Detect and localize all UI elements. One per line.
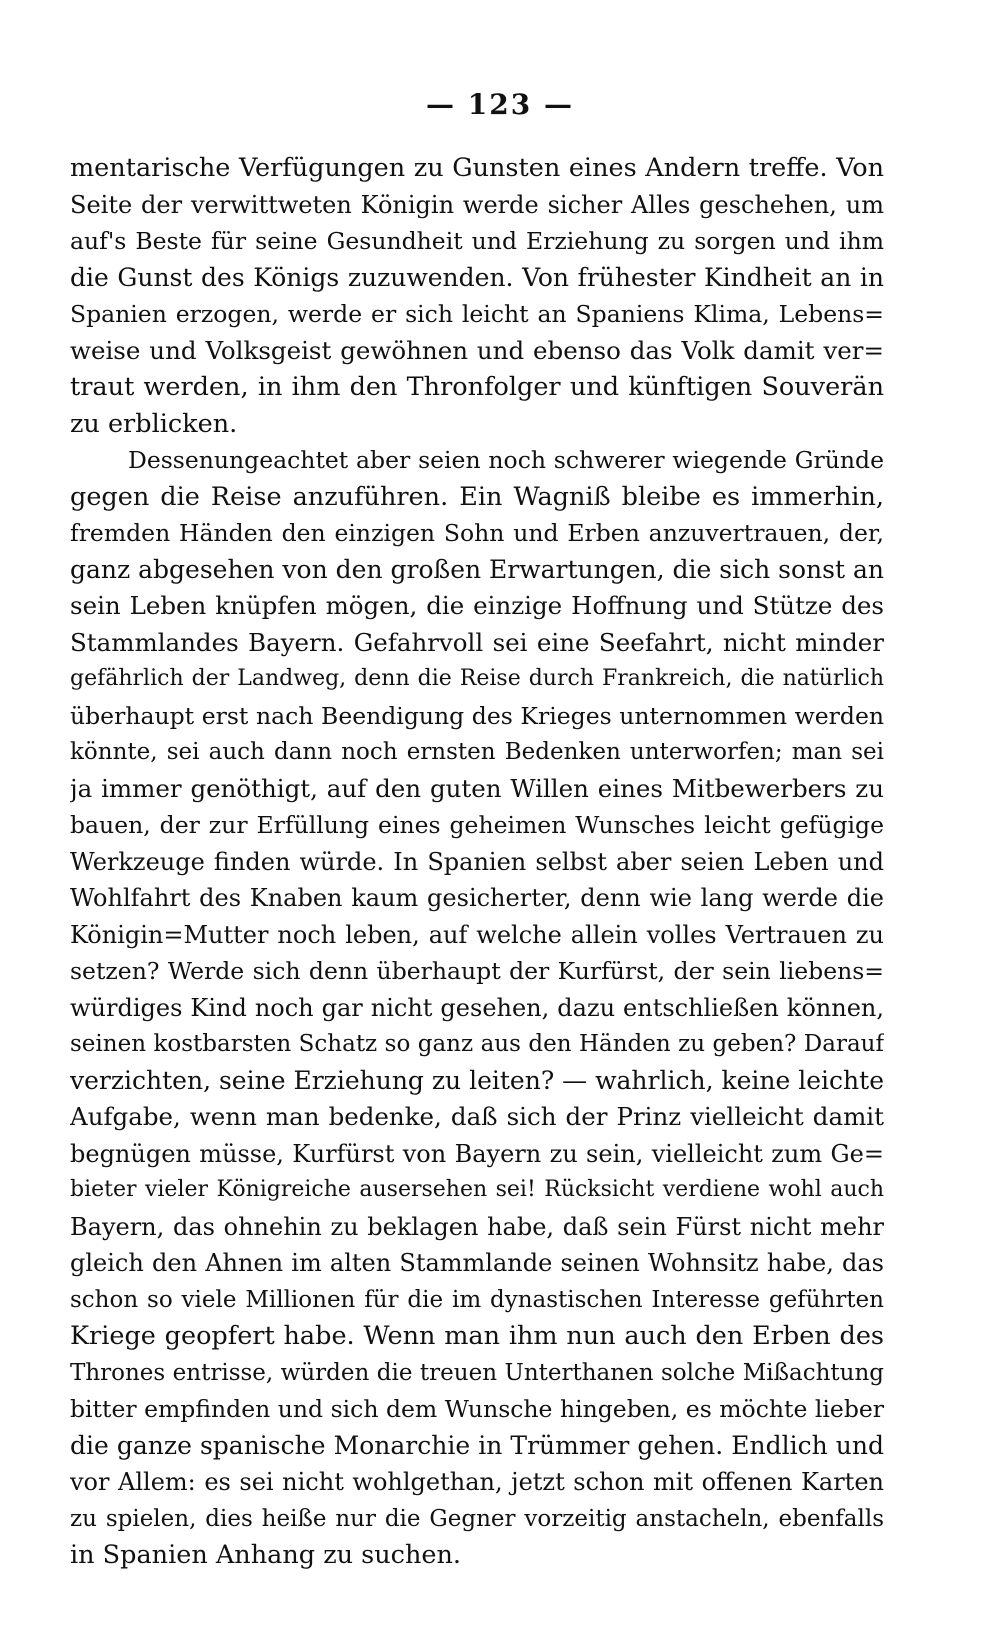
text-line: überhaupt erst nach Beendigung des Krieges unternommen werden (70, 701, 884, 730)
text-line: verzichten, seine Erziehung zu leiten? — wahrlich, keine leichte (70, 1065, 884, 1095)
text-line: Aufgabe, wenn man bedenke, daß sich der Prinz vielleicht damit (70, 1102, 884, 1131)
text-line: Bayern, das ohnehin zu beklagen habe, daß sein Fürst nicht mehr (70, 1212, 884, 1241)
text-line: sein Leben knüpfen mögen, die einzige Hoffnung und Stütze des (70, 591, 884, 620)
text-line: bitter empfinden und sich dem Wunsche hingeben, es möchte lieber (70, 1395, 884, 1423)
text-line: Thrones entrisse, würden die treuen Unterthanen solche Mißachtung (70, 1359, 884, 1386)
text-line: traut werden, in ihm den Thronfolger und künftigen Souverän (70, 372, 884, 402)
text-line: vor Allem: es sei nicht wohlgethan, jetzt schon mit offenen Karten (70, 1468, 884, 1496)
text-line: zu erblicken. (70, 408, 238, 439)
text-line: seinen kostbarsten Schatz so ganz aus den Händen zu geben? Darauf (70, 1031, 884, 1057)
text-line: ganz abgesehen von den großen Erwartungen, die sich sonst an (70, 554, 884, 584)
page-number: — 123 — (426, 88, 574, 121)
text-line: auf's Beste für seine Gesundheit und Erziehung zu sorgen und ihm (70, 227, 884, 255)
text-line: Wohlfahrt des Knaben kaum gesicherter, denn wie lang werde die (70, 884, 884, 912)
text-line: mentarische Verfügungen zu Gunsten eines Andern treffe. Von (70, 153, 884, 183)
text-line: zu spielen, dies heiße nur die Gegner vorzeitig anstacheln, ebenfalls (70, 1505, 884, 1532)
text-line: bauen, der zur Erfüllung eines geheimen Wunsches leicht gefügige (70, 811, 884, 839)
text-line: weise und Volksgeist gewöhnen und ebenso das Volk damit ver= (70, 335, 884, 365)
text-line: gegen die Reise anzuführen. Ein Wagniß bleibe es immerhin, (70, 481, 884, 512)
text-line: fremden Händen den einzigen Sohn und Erben anzuvertrauen, der, (70, 519, 884, 547)
text-line: Spanien erzogen, werde er sich leicht an Spaniens Klima, Lebens= (70, 300, 884, 328)
text-line: Königin=Mutter noch leben, auf welche allein volles Vertrauen zu (70, 920, 884, 949)
text-line: die Gunst des Königs zuzuwenden. Von frühester Kindheit an in (70, 262, 884, 292)
body-text (70, 150, 884, 1574)
text-line: in Spanien Anhang zu suchen. (70, 1540, 461, 1570)
text-line: gefährlich der Landweg, denn die Reise durch Frankreich, die natürlich (70, 666, 884, 691)
text-line: Seite der verwittweten Königin werde sicher Alles geschehen, um (70, 190, 884, 219)
text-line: Stammlandes Bayern. Gefahrvoll sei eine Seefahrt, nicht minder (70, 627, 884, 657)
text-line: könnte, sei auch dann noch ernsten Bedenken unterworfen; man sei (70, 739, 884, 765)
text-line: ja immer genöthigt, auf den guten Willen eines Mitbewerbers zu (70, 773, 884, 803)
text-line: schon so viele Millionen für die im dynastischen Interesse geführten (70, 1286, 884, 1313)
text-line: die ganze spanische Monarchie in Trümmer gehen. Endlich und (70, 1430, 884, 1460)
text-line: Werkzeuge finden würde. In Spanien selbst aber seien Leben und (70, 847, 884, 876)
text-line: gleich den Ahnen im alten Stammlande seinen Wohnsitz habe, das (70, 1249, 884, 1277)
text-line: Kriege geopfert habe. Wenn man ihm nun auch den Erben des (70, 1321, 884, 1351)
text-line: begnügen müsse, Kurfürst von Bayern zu sein, vielleicht zum Ge= (70, 1139, 884, 1168)
text-line: Dessenungeachtet aber seien noch schwerer wiegende Gründe (128, 446, 884, 474)
text-line: setzen? Werde sich denn überhaupt der Kurfürst, der sein liebens= (70, 957, 884, 985)
text-line: bieter vieler Königreiche ausersehen sei! Rücksicht verdiene wohl auch (70, 1177, 884, 1202)
text-line: würdiges Kind noch gar nicht gesehen, dazu entschließen können, (70, 993, 884, 1022)
